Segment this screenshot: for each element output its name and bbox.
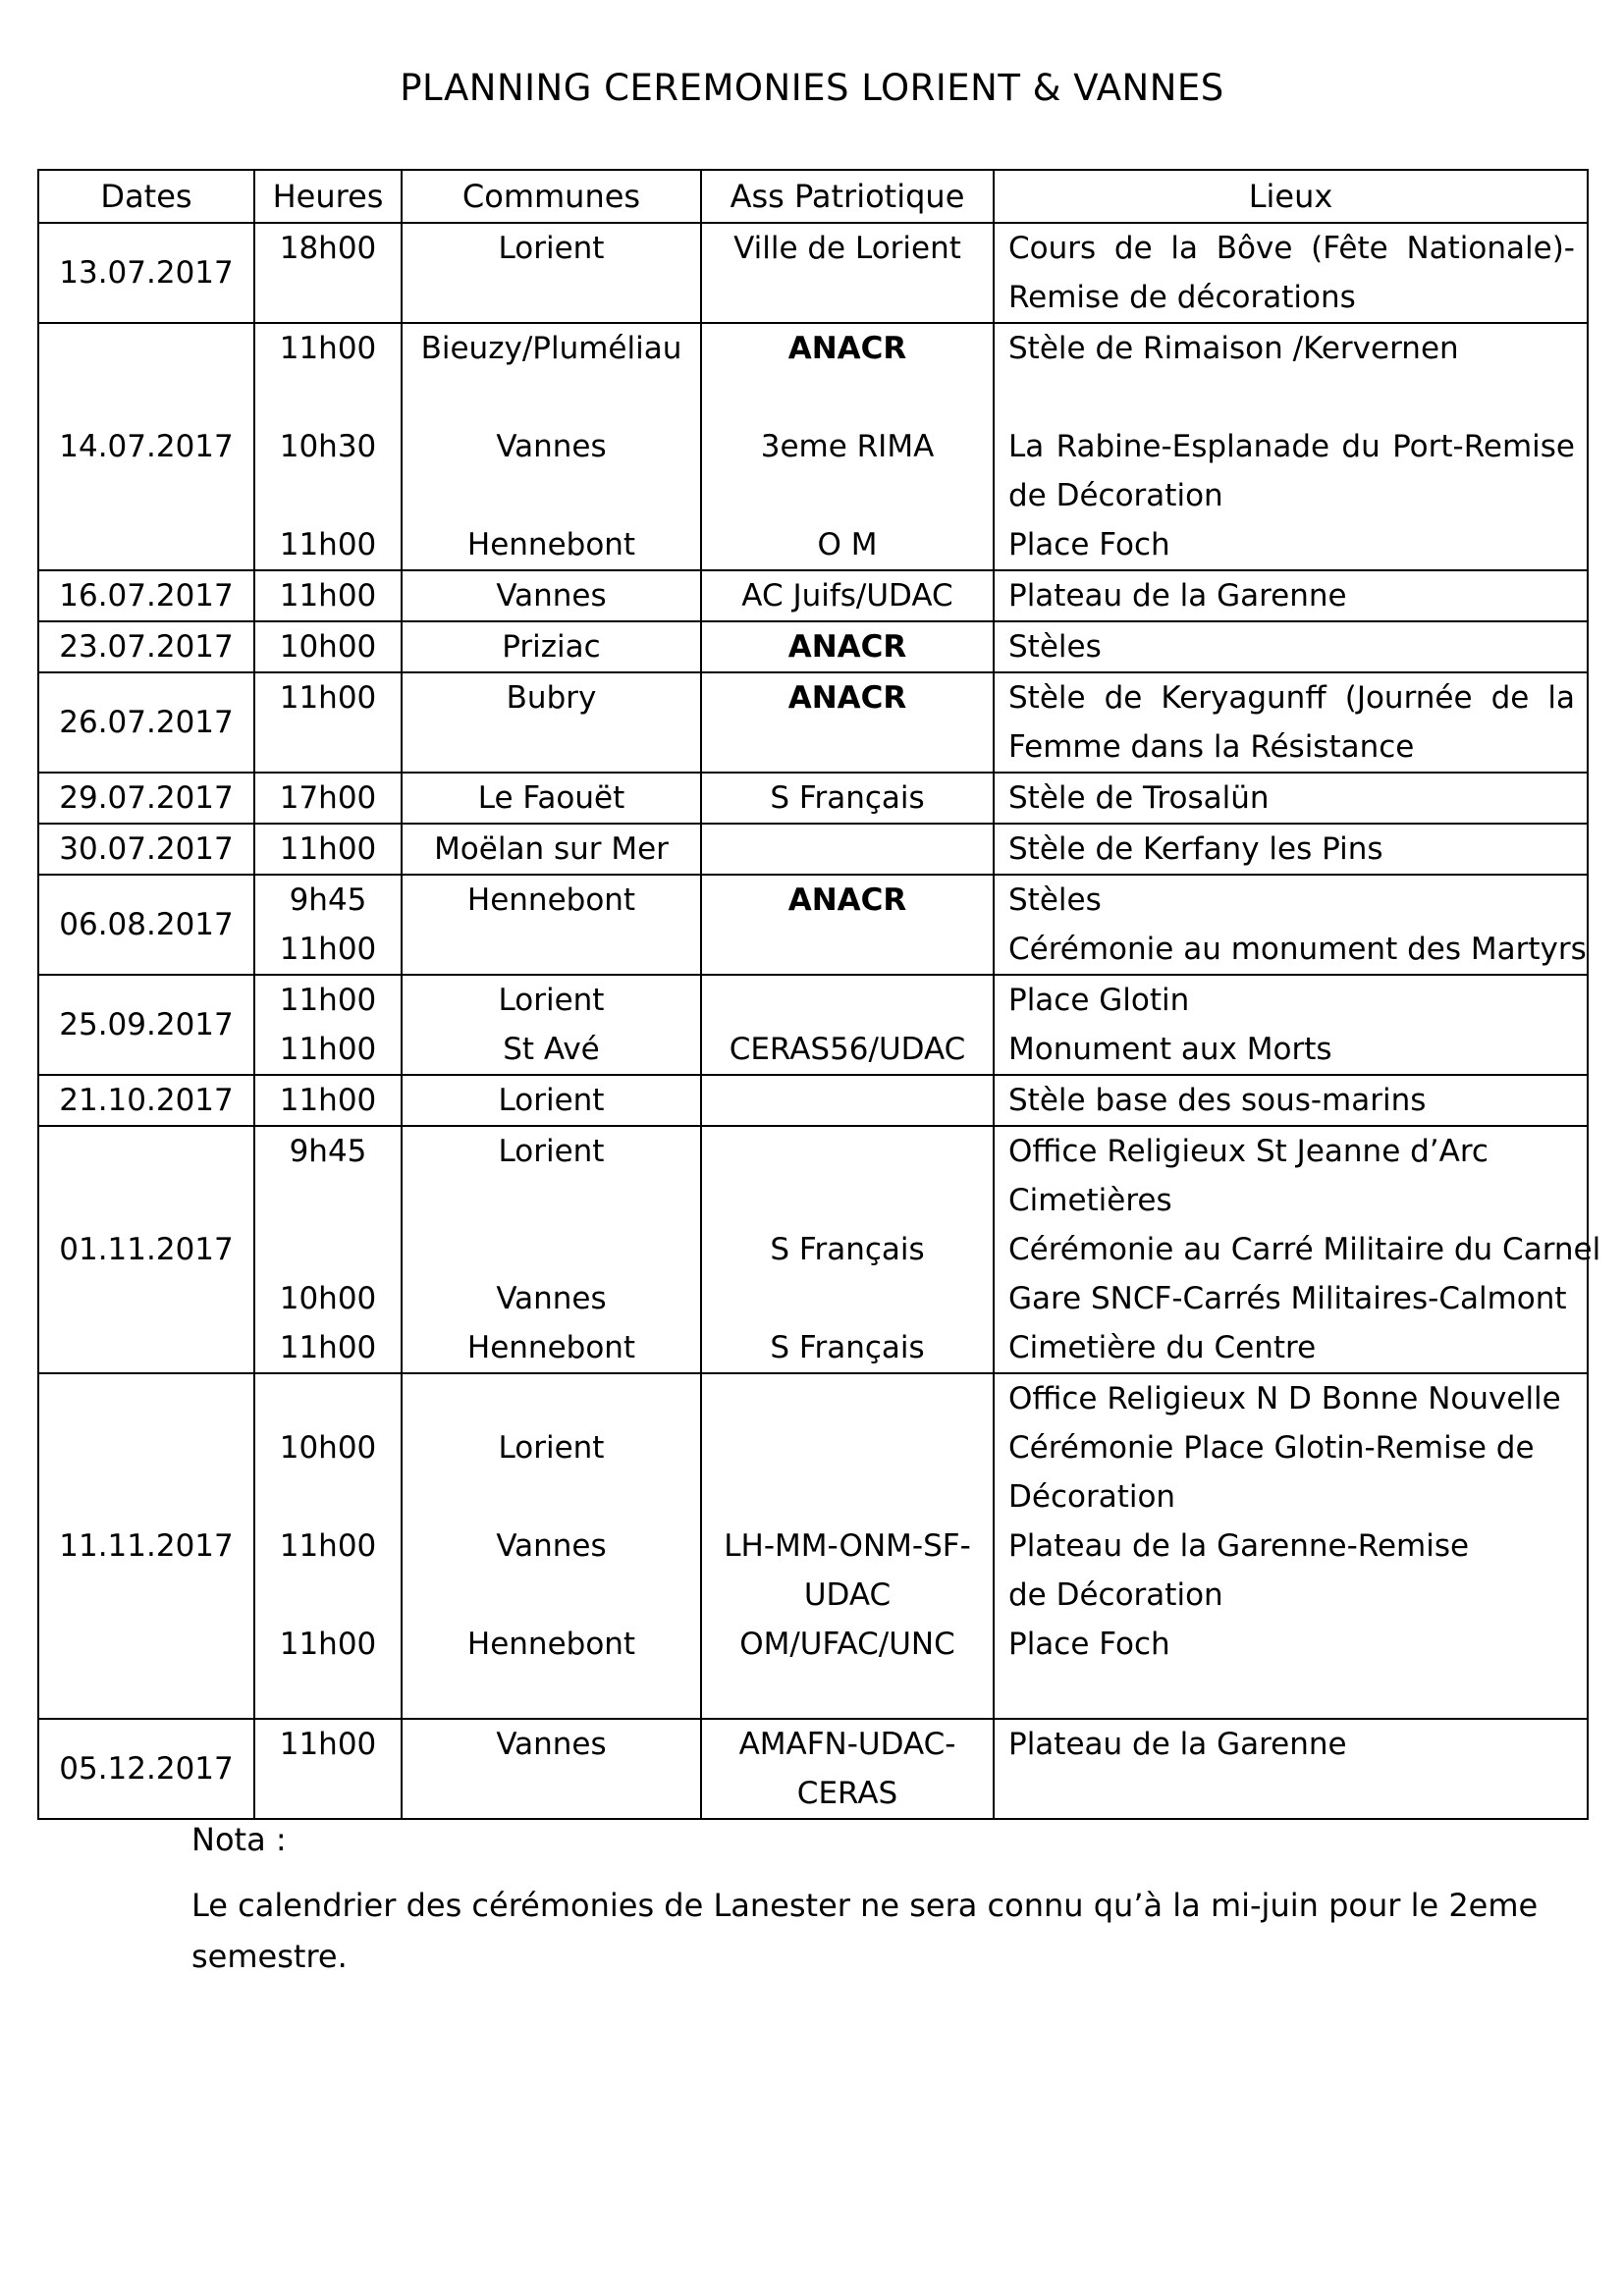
lieu-text: Office Religieux N D Bonne Nouvelle xyxy=(1008,1381,1561,1416)
header-lieux: Lieux xyxy=(994,170,1588,223)
association-text: ANACR xyxy=(787,882,907,918)
date-text: 16.07.2017 xyxy=(59,578,234,614)
table-row xyxy=(38,672,1588,773)
cell-ass-patriotique xyxy=(701,672,994,773)
table-row xyxy=(38,1373,1588,1719)
cell-lieux xyxy=(994,773,1588,824)
lieu-text: de Décoration xyxy=(1008,478,1223,513)
commune-text xyxy=(403,1472,700,1522)
table-row xyxy=(38,621,1588,672)
commune-text: Lorient xyxy=(498,1083,605,1118)
heure-text: 17h00 xyxy=(279,780,377,816)
heure-text: 18h00 xyxy=(279,231,377,266)
table-row xyxy=(38,824,1588,875)
empty-line xyxy=(255,273,401,322)
cell-ass-patriotique xyxy=(701,1075,994,1126)
heure-text: 11h00 xyxy=(279,680,377,716)
heure-text: 11h00 xyxy=(279,1032,377,1067)
lieu-text: Cérémonie au Carré Militaire du Carnel xyxy=(1008,1232,1601,1267)
empty-line xyxy=(1008,1769,1575,1818)
association-text xyxy=(702,1669,993,1718)
association-text xyxy=(702,1423,993,1472)
empty-line xyxy=(702,273,993,322)
commune-text: Hennebont xyxy=(466,1627,636,1662)
association-text xyxy=(702,1176,993,1225)
date-text: 23.07.2017 xyxy=(59,629,234,665)
cell-ass-patriotique xyxy=(701,570,994,621)
commune-text: Priziac xyxy=(502,629,601,665)
cell-date xyxy=(38,1719,254,1819)
heure-text xyxy=(255,1571,401,1620)
cell-heures xyxy=(254,223,402,323)
lieu-text: Office Religieux St Jeanne d’Arc xyxy=(1008,1134,1489,1169)
table-row xyxy=(38,975,1588,1075)
date-text: 30.07.2017 xyxy=(59,831,234,867)
association-text: S Français xyxy=(770,780,925,816)
cell-lieux xyxy=(994,824,1588,875)
association-text xyxy=(702,1374,993,1423)
cell-date xyxy=(38,1373,254,1719)
date-text: 01.11.2017 xyxy=(59,1232,234,1267)
cell-ass-patriotique xyxy=(701,1719,994,1819)
heure-text: 11h00 xyxy=(279,1528,377,1564)
commune-text: Vannes xyxy=(496,1727,607,1762)
heure-text: 9h45 xyxy=(289,882,367,918)
lieu-text: Plateau de la Garenne xyxy=(1008,578,1347,614)
empty-line xyxy=(403,273,700,322)
cell-ass-patriotique xyxy=(701,223,994,323)
cell-communes xyxy=(402,975,701,1075)
empty-line xyxy=(403,925,700,974)
cell-date xyxy=(38,773,254,824)
association-text: LH-MM-ONM-SF- xyxy=(724,1528,971,1564)
association-text: UDAC xyxy=(803,1577,892,1613)
cell-heures xyxy=(254,773,402,824)
commune-text: Vannes xyxy=(496,429,607,464)
cell-heures xyxy=(254,975,402,1075)
lieu-text: Cérémonie Place Glotin-Remise de xyxy=(1008,1430,1535,1466)
cell-lieux xyxy=(994,1373,1588,1719)
lieu-text xyxy=(1008,373,1575,422)
commune-text: Hennebont xyxy=(466,1330,636,1365)
association-text xyxy=(702,373,993,422)
date-text: 26.07.2017 xyxy=(59,705,234,740)
cell-date xyxy=(38,323,254,570)
cell-heures xyxy=(254,1373,402,1719)
association-text: ANACR xyxy=(787,629,907,665)
header-ass-patriotique: Ass Patriotique xyxy=(701,170,994,223)
cell-heures xyxy=(254,570,402,621)
association-text: ANACR xyxy=(787,331,907,366)
table-header-row xyxy=(38,170,1588,223)
commune-text: St Avé xyxy=(503,1032,600,1067)
lieu-text: Plateau de la Garenne-Remise xyxy=(1008,1528,1470,1564)
commune-text: Lorient xyxy=(498,1134,605,1169)
cell-ass-patriotique xyxy=(701,621,994,672)
cell-lieux xyxy=(994,570,1588,621)
association-text xyxy=(702,1274,993,1323)
cell-lieux xyxy=(994,875,1588,975)
cell-lieux xyxy=(994,672,1588,773)
association-text: O M xyxy=(817,527,878,562)
cell-date xyxy=(38,1126,254,1373)
heure-text xyxy=(255,1374,401,1423)
cell-ass-patriotique xyxy=(701,1373,994,1719)
commune-text xyxy=(403,1669,700,1718)
cell-communes xyxy=(402,621,701,672)
commune-text xyxy=(403,1176,700,1225)
cell-lieux xyxy=(994,223,1588,323)
cell-heures xyxy=(254,672,402,773)
lieu-text: Stèle de Trosalün xyxy=(1008,780,1270,816)
association-text: AMAFN-UDAC- xyxy=(738,1727,956,1762)
cell-heures xyxy=(254,323,402,570)
association-text xyxy=(702,976,993,1025)
cell-lieux xyxy=(994,621,1588,672)
cell-date xyxy=(38,570,254,621)
empty-line xyxy=(403,722,700,772)
commune-text xyxy=(403,1571,700,1620)
cell-communes xyxy=(402,773,701,824)
heure-text: 10h00 xyxy=(279,1281,377,1316)
heure-text: 10h00 xyxy=(279,1430,377,1466)
heure-text: 11h00 xyxy=(279,983,377,1018)
association-text: S Français xyxy=(770,1232,925,1267)
lieu-text: Place Glotin xyxy=(1008,983,1190,1018)
commune-text: Bieuzy/Pluméliau xyxy=(420,331,682,366)
cell-lieux xyxy=(994,323,1588,570)
cell-lieux xyxy=(994,975,1588,1075)
date-text: 21.10.2017 xyxy=(59,1083,234,1118)
empty-line xyxy=(255,722,401,772)
cell-communes xyxy=(402,1075,701,1126)
lieu-text: Cimetière du Centre xyxy=(1008,1330,1317,1365)
association-text xyxy=(702,1472,993,1522)
lieu-text: Décoration xyxy=(1008,1479,1176,1515)
nota-label: Nota : xyxy=(191,1821,287,1858)
heure-text xyxy=(255,1669,401,1718)
commune-text: Moëlan sur Mer xyxy=(434,831,669,867)
cell-heures xyxy=(254,621,402,672)
heure-text: 11h00 xyxy=(279,527,377,562)
association-text xyxy=(702,825,993,874)
heure-text: 9h45 xyxy=(289,1134,367,1169)
commune-text: Bubry xyxy=(506,680,597,716)
cell-lieux xyxy=(994,1719,1588,1819)
heure-text: 11h00 xyxy=(279,932,377,967)
commune-text: Le Faouët xyxy=(477,780,625,816)
commune-text: Lorient xyxy=(498,231,605,266)
cell-ass-patriotique xyxy=(701,773,994,824)
commune-text: Lorient xyxy=(498,1430,605,1466)
lieu-text: Cérémonie au monument des Martyrs xyxy=(1008,932,1587,967)
lieu-text: Stèle de Keryagunff (Journée de la xyxy=(1008,680,1575,716)
cell-communes xyxy=(402,323,701,570)
cell-lieux xyxy=(994,1075,1588,1126)
cell-date xyxy=(38,875,254,975)
heure-text: 10h30 xyxy=(279,429,377,464)
association-text: OM/UFAC/UNC xyxy=(739,1627,955,1662)
lieu-text: de Décoration xyxy=(1008,1577,1223,1613)
commune-text: Hennebont xyxy=(466,527,636,562)
cell-heures xyxy=(254,1075,402,1126)
heure-text: 11h00 xyxy=(279,578,377,614)
cell-date xyxy=(38,621,254,672)
cell-ass-patriotique xyxy=(701,323,994,570)
date-text: 11.11.2017 xyxy=(59,1528,234,1564)
lieu-text: Cimetières xyxy=(1008,1183,1172,1218)
table-body xyxy=(38,223,1601,1819)
heure-text: 11h00 xyxy=(279,1083,377,1118)
heure-text: 11h00 xyxy=(279,1627,377,1662)
lieu-text: Stèle de Kerfany les Pins xyxy=(1008,831,1383,867)
association-text: Ville de Lorient xyxy=(733,231,961,266)
association-text: CERAS56/UDAC xyxy=(729,1032,966,1067)
date-text: 13.07.2017 xyxy=(59,255,234,291)
header-dates: Dates xyxy=(38,170,254,223)
cell-communes xyxy=(402,1126,701,1373)
cell-ass-patriotique xyxy=(701,875,994,975)
cell-heures xyxy=(254,1719,402,1819)
association-text xyxy=(702,471,993,520)
commune-text xyxy=(403,1225,700,1274)
association-text xyxy=(702,1127,993,1176)
empty-line xyxy=(702,722,993,772)
commune-text xyxy=(403,1374,700,1423)
cell-communes xyxy=(402,223,701,323)
date-text: 06.08.2017 xyxy=(59,907,234,942)
lieu-text: Stèle base des sous-marins xyxy=(1008,1083,1427,1118)
table-row xyxy=(38,1126,1588,1373)
lieu-text: Stèle de Rimaison /Kervernen xyxy=(1008,331,1459,366)
lieu-text: Stèles xyxy=(1008,629,1102,665)
cell-heures xyxy=(254,824,402,875)
table-row xyxy=(38,1719,1588,1819)
cell-lieux xyxy=(994,1126,1601,1373)
table-row xyxy=(38,773,1588,824)
table-row xyxy=(38,1075,1588,1126)
cell-date xyxy=(38,672,254,773)
heure-text xyxy=(255,1472,401,1522)
heure-text xyxy=(255,1176,401,1225)
date-text: 05.12.2017 xyxy=(59,1751,234,1787)
date-text: 14.07.2017 xyxy=(59,429,234,464)
heure-text xyxy=(255,1225,401,1274)
commune-text: Vannes xyxy=(496,1281,607,1316)
lieu-text: Gare SNCF-Carrés Militaires-Calmont xyxy=(1008,1281,1567,1316)
commune-text: Lorient xyxy=(498,983,605,1018)
commune-text: Vannes xyxy=(496,578,607,614)
association-text: S Français xyxy=(770,1330,925,1365)
header-communes: Communes xyxy=(402,170,701,223)
lieu-text: Place Foch xyxy=(1008,527,1170,562)
association-text xyxy=(702,1076,993,1125)
lieu-text: Place Foch xyxy=(1008,1627,1170,1662)
table-row xyxy=(38,570,1588,621)
table-row xyxy=(38,223,1588,323)
nota-text: Le calendrier des cérémonies de Lanester ne sera connu qu’à la mi-juin pour le 2eme semestre. xyxy=(191,1887,1539,1975)
date-text: 29.07.2017 xyxy=(59,780,234,816)
cell-communes xyxy=(402,570,701,621)
commune-text xyxy=(403,373,700,422)
cell-ass-patriotique xyxy=(701,1126,994,1373)
empty-line xyxy=(403,1769,700,1818)
table-row xyxy=(38,323,1588,570)
cell-communes xyxy=(402,875,701,975)
lieu-text: La Rabine-Esplanade du Port-Remise xyxy=(1008,429,1575,464)
cell-date xyxy=(38,975,254,1075)
lieu-text: Cours de la Bôve (Fête Nationale)- xyxy=(1008,231,1575,266)
lieu-text: Plateau de la Garenne xyxy=(1008,1727,1347,1762)
cell-communes xyxy=(402,1373,701,1719)
header-heures: Heures xyxy=(254,170,402,223)
lieu-text: Remise de décorations xyxy=(1008,280,1356,315)
heure-text: 11h00 xyxy=(279,831,377,867)
heure-text: 11h00 xyxy=(279,331,377,366)
association-text: AC Juifs/UDAC xyxy=(741,578,953,614)
ceremony-table xyxy=(37,169,1601,1820)
commune-text xyxy=(403,471,700,520)
cell-communes xyxy=(402,1719,701,1819)
heure-text xyxy=(255,373,401,422)
cell-communes xyxy=(402,824,701,875)
page-title: PLANNING CEREMONIES LORIENT & VANNES xyxy=(400,67,1224,109)
cell-date xyxy=(38,824,254,875)
commune-text: Vannes xyxy=(496,1528,607,1564)
lieu-text: Femme dans la Résistance xyxy=(1008,729,1415,765)
heure-text: 11h00 xyxy=(279,1727,377,1762)
association-text: ANACR xyxy=(787,680,907,716)
commune-text: Hennebont xyxy=(466,882,636,918)
empty-line xyxy=(702,925,993,974)
heure-text: 10h00 xyxy=(279,629,377,665)
lieu-text: Stèles xyxy=(1008,882,1102,918)
cell-heures xyxy=(254,1126,402,1373)
table-row xyxy=(38,875,1588,975)
association-text: 3eme RIMA xyxy=(760,429,935,464)
heure-text xyxy=(255,471,401,520)
date-text: 25.09.2017 xyxy=(59,1007,234,1042)
cell-heures xyxy=(254,875,402,975)
cell-ass-patriotique xyxy=(701,824,994,875)
empty-line xyxy=(255,1769,401,1818)
cell-date xyxy=(38,1075,254,1126)
cell-date xyxy=(38,223,254,323)
lieu-text: Monument aux Morts xyxy=(1008,1032,1332,1067)
heure-text: 11h00 xyxy=(279,1330,377,1365)
cell-ass-patriotique xyxy=(701,975,994,1075)
cell-communes xyxy=(402,672,701,773)
lieu-text xyxy=(1008,1669,1575,1718)
association-text: CERAS xyxy=(796,1776,898,1811)
